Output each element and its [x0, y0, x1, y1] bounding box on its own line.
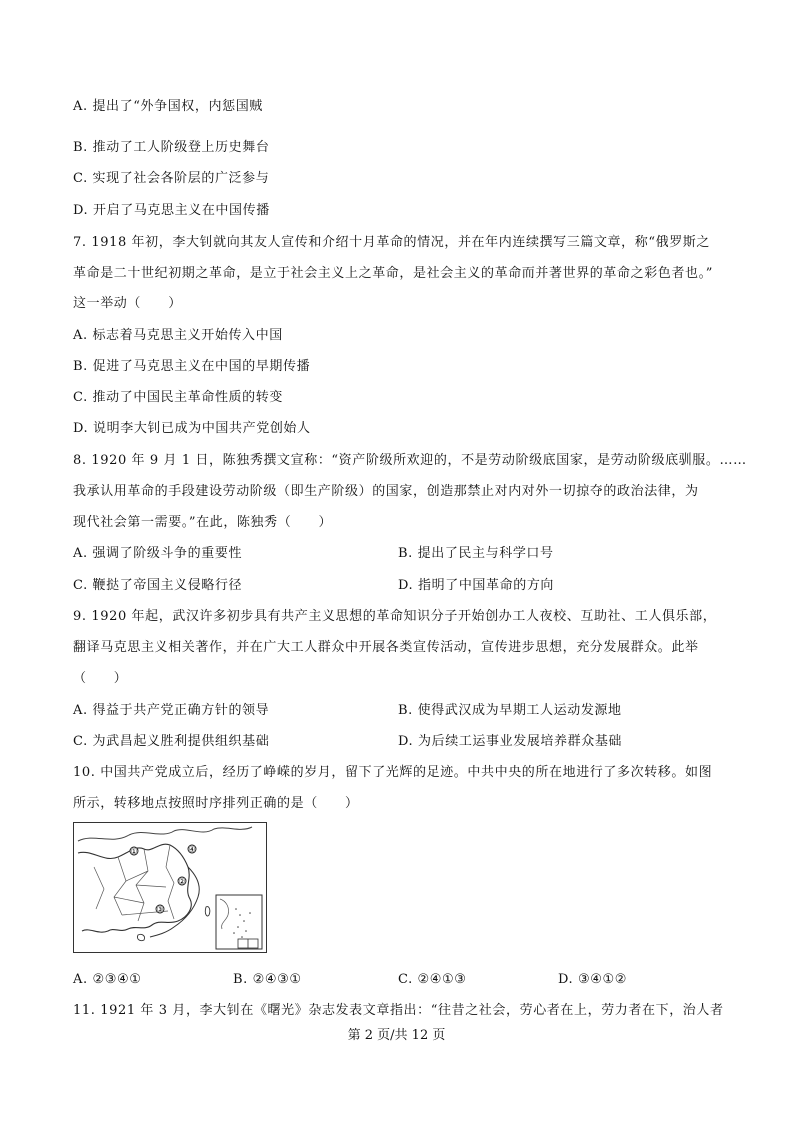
q10-stem-line: 所示，转移地点按照时序排列正确的是（ ） [73, 796, 359, 811]
q7-stem-line: 革命是二十世纪初期之革命，是立于社会主义上之革命，是社会主义的革命而并著世界的革命之彩色者也。” [73, 266, 713, 281]
q7-option-a: A. 标志着马克思主义开始传入中国 [73, 328, 283, 343]
q6-option-b: B. 推动了工人阶级登上历史舞台 [73, 140, 270, 155]
map-coastline [150, 867, 199, 937]
q10-option-c: C. ②④①③ [398, 972, 467, 987]
q8-option-b: B. 提出了民主与科学口号 [398, 546, 554, 561]
map-marker-4: ④ [188, 845, 196, 854]
q10-option-b: B. ②④③① [233, 972, 302, 987]
q10-option-d: D. ③④①② [558, 972, 628, 987]
q8-option-c: C. 鞭挞了帝国主义侵略行径 [73, 578, 243, 593]
q6-option-c: C. 实现了社会各阶层的广泛参与 [73, 171, 270, 186]
q9-option-a: A. 得益于共产党正确方针的领导 [73, 703, 270, 718]
q9-option-d: D. 为后续工运事业发展培养群众基础 [398, 734, 623, 749]
map-hainan [137, 934, 144, 940]
q11-stem-line: 11. 1921 年 3 月，李大钊在《曙光》杂志发表文章指出：“往昔之社会，劳心者在上，劳力者在下，治人者 [73, 1003, 724, 1018]
q9-option-b: B. 使得武汉成为早期工人运动发源地 [398, 703, 622, 718]
q7-stem-line: 7. 1918 年初，李大钊就向其友人宣传和介绍十月革命的情况，并在年内连续撰写三篇文章，称“俄罗斯之 [73, 235, 710, 250]
q8-stem-line: 现代社会第一需要。”在此，陈独秀（ ） [73, 515, 333, 530]
map-marker-3: ③ [156, 905, 164, 914]
q7-stem-line: 这一举动（ ） [73, 296, 182, 311]
q9-stem-line: 9. 1920 年起，武汉许多初步具有共产主义思想的革命知识分子开始创办工人夜校、互助社、工人俱乐部， [73, 609, 717, 624]
map-drawing [74, 823, 265, 951]
q7-option-b: B. 促进了马克思主义在中国的早期传播 [73, 359, 311, 374]
map-marker-2: ② [178, 877, 186, 886]
q9-option-c: C. 为武昌起义胜利提供组织基础 [73, 734, 270, 749]
map-border-north [78, 827, 252, 841]
china-map-figure [73, 822, 267, 953]
q7-option-c: C. 推动了中国民主革命性质的转变 [73, 390, 283, 405]
map-marker-1: ① [130, 847, 138, 856]
q8-option-d: D. 指明了中国革命的方向 [398, 578, 555, 593]
q8-stem-line: 我承认用革命的手段建设劳动阶级（即生产阶级）的国家，创造那禁止对内对外一切掠夺的政治法律，为 [73, 484, 699, 499]
map-taiwan [205, 907, 209, 916]
map-mainland-outline [78, 844, 191, 932]
q6-option-d: D. 开启了马克思主义在中国传播 [73, 203, 270, 218]
q6-option-a: A. 提出了“外争国权，内惩国贼 [73, 99, 263, 114]
q9-stem-line: 翻译马克思主义相关著作，并在广大工人群众中开展各类宣传活动，宣传进步思想，充分发展群众。此举 [73, 640, 699, 655]
page-footer: 第 2 页/共 12 页 [347, 1028, 446, 1043]
q10-option-a: A. ②③④① [73, 972, 142, 987]
q10-stem-line: 10. 中国共产党成立后，经历了峥嵘的岁月，留下了光辉的足迹。中共中央的所在地进行了多次转移。如图 [73, 765, 713, 780]
q8-option-a: A. 强调了阶级斗争的重要性 [73, 546, 243, 561]
map-inset-frame [216, 895, 262, 949]
q9-stem-line: （ ） [73, 671, 128, 686]
q8-stem-line: 8. 1920 年 9 月 1 日，陈独秀撰文宣称：“资产阶级所欢迎的，不是劳动阶级底国家，是劳动阶级底驯服。…… [73, 453, 747, 468]
q7-option-d: D. 说明李大钊已成为中国共产党创始人 [73, 421, 311, 436]
